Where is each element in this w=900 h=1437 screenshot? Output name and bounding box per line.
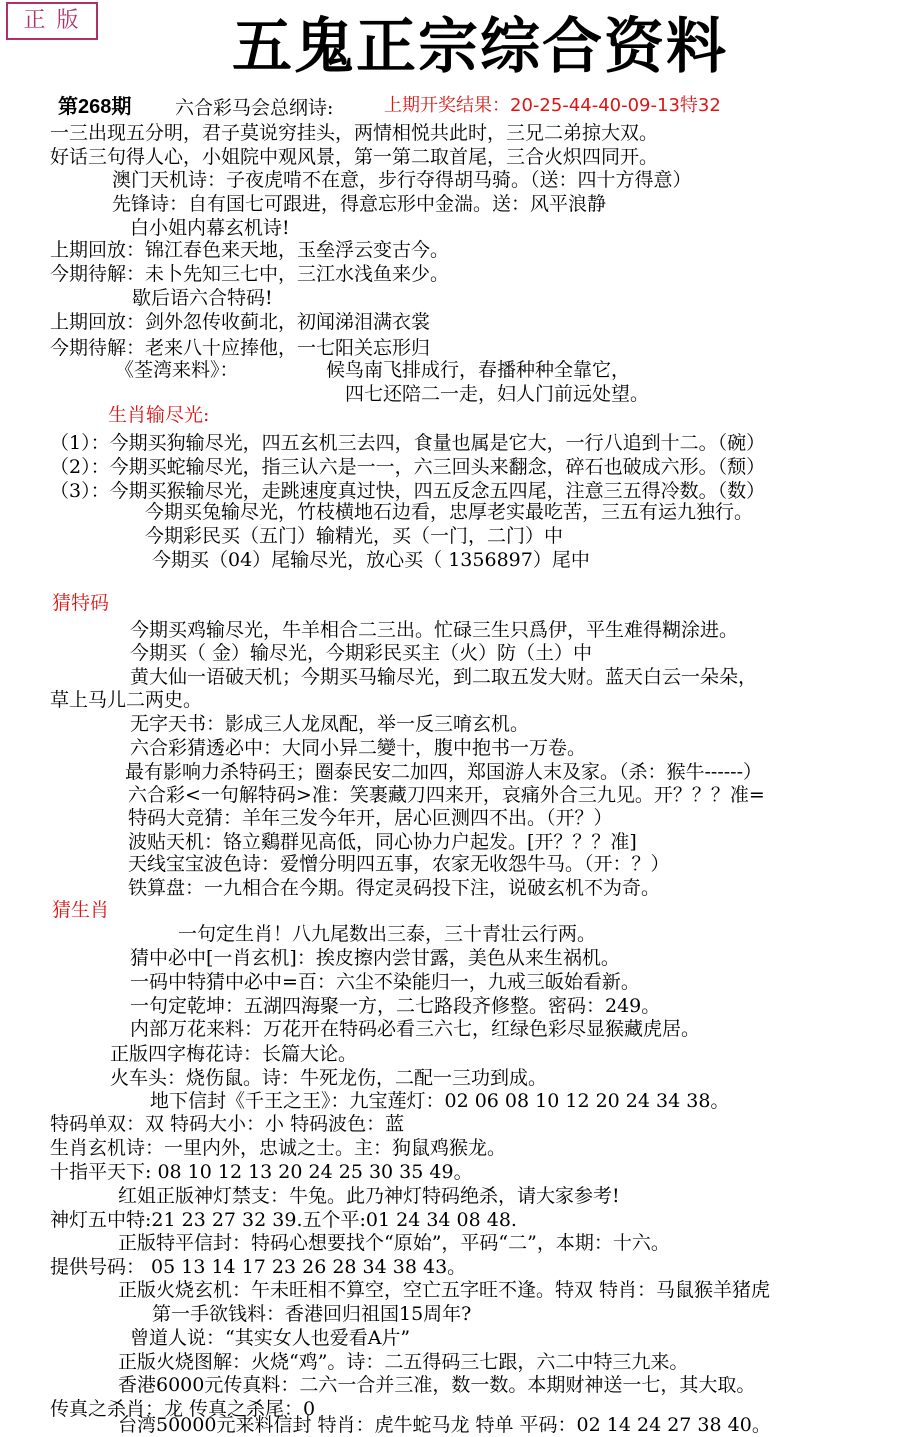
section-heading-zodiac-lose: 生肖输尽光: <box>108 404 210 426</box>
text-line: 内部万花来料：万花开在特码必看三六七，红绿色彩尽显猴藏虎居。 <box>130 1018 701 1040</box>
text-line: 澳门天机诗：子夜虎啃不在意，步行夺得胡马骑。（送：四十方得意） <box>112 169 692 191</box>
text-line: （3）：今期买猴输尽光，走跳速度真过快，四五反念五四尾，注意三五得冷数。（数） <box>50 480 766 502</box>
text-line: 六合彩马会总纲诗: <box>175 97 334 119</box>
text-line: 今期买（ 金）输尽光，今期彩民买主（火）防（土）中 <box>130 642 593 664</box>
text-line: 上期回放：锦江春色来天地，玉垒浮云变古今。 <box>50 239 450 261</box>
text-line: 正版特平信封：特码心想要找个“原始”，平码“二”，本期：十六。 <box>118 1232 670 1254</box>
text-line: 六合彩<一句解特码>准：笑裹藏刀四来开，哀痛外合三九见。开？？？准= <box>128 784 765 806</box>
page-title: 五鬼正宗综合资料 <box>232 12 728 82</box>
text-line: （2）：今期买蛇输尽光，指三认六是一一，六三回头来翻念，碎石也破成六形。（颓） <box>50 456 766 478</box>
text-line: 一句定乾坤：五湖四海聚一方，二七路段齐修整。密码：249。 <box>130 995 661 1017</box>
text-line: 天线宝宝波色诗：爱憎分明四五事，农家无收怨牛马。（开：？） <box>128 853 670 875</box>
text-line: 地下信封《千王之王》：九宝莲灯：02 06 08 10 12 20 24 34 38。 <box>150 1090 730 1112</box>
text-line: 第一手欲钱料：香港回归祖国15周年? <box>152 1303 472 1325</box>
text-line: 四七还陪二一走，妇人门前远处望。 <box>345 383 650 405</box>
text-line: 提供号码： 05 13 14 17 23 26 28 34 38 43。 <box>50 1256 467 1278</box>
text-line: 特码单双：双 特码大小：小 特码波色：蓝 <box>50 1113 405 1135</box>
last-draw-result: 上期开奖结果：20-25-44-40-09-13特32 <box>384 95 721 116</box>
text-line: 好话三句得人心，小姐院中观风景，第一第二取首尾，三合火炽四同开。 <box>50 146 659 168</box>
text-line: 六合彩猜透必中：大同小异二變十，腹中抱书一万卷。 <box>130 737 587 759</box>
section-heading-guess-number: 猜特码 <box>52 592 110 614</box>
text-line: 红姐正版神灯禁支：牛兔。此乃神灯特码绝杀，请大家参考! <box>118 1185 620 1207</box>
text-line: 传真之杀肖：龙 传真之杀尾：0 <box>50 1398 316 1420</box>
text-line: 一句定生肖！八九尾数出三泰，三十青壮云行两。 <box>178 923 597 945</box>
text-line: 正版火烧图解：火烧“鸡”。诗：二五得码三七跟，六二中特三九来。 <box>118 1351 689 1373</box>
text-line: 今期彩民买（五门）输精光，买（一门，二门）中 <box>145 525 564 547</box>
text-line: 波贴天机：铬立鷄群见高低，同心协力户起发。[开？？？准] <box>128 831 637 853</box>
text-line: 最有影响力杀特码王；圈泰民安二加四，郑国游人末及家。（杀：猴牛------） <box>125 761 763 783</box>
text-line: 《荃湾来料》： <box>115 359 239 381</box>
text-line: 十指平天下: 08 10 12 13 20 24 25 30 35 49。 <box>50 1161 473 1183</box>
text-line: 今期买（04）尾输尽光，放心买（ 1356897）尾中 <box>152 549 590 571</box>
text-line: （1）：今期买狗输尽光，四五玄机三去四，食量也属是它大，一行八追到十二。（碗） <box>50 432 766 454</box>
section-heading-guess-zodiac: 猜生肖 <box>52 899 110 921</box>
text-line: 一三出现五分明，君子莫说穷挂头，两情相悦共此时，三兄二弟掠大双。 <box>50 122 659 144</box>
text-line: 火车头：烧伤鼠。诗：牛死龙伤，二配一三功到成。 <box>110 1067 548 1089</box>
text-line: 正版火烧玄机：午未旺相不算空，空亡五字旺不逢。特双 特肖：马鼠猴羊猪虎 <box>118 1279 771 1301</box>
text-line: 歇后语六合特码! <box>132 287 273 309</box>
text-line: 香港6000元传真料：二六一合并三准，数一数。本期财神送一七，其大取。 <box>118 1374 756 1396</box>
text-line: 无字天书：影成三人龙凤配，举一反三唷玄机。 <box>130 713 530 735</box>
genuine-badge: 正 版 <box>6 2 98 40</box>
text-line: 猜中必中[一肖玄机]：挨皮擦内尝甘露，美色从来生祸机。 <box>130 947 620 969</box>
text-line: 一码中特猜中必中=百：六尘不染能归一，九戒三皈始看新。 <box>130 971 640 993</box>
text-line: 黄大仙一语破天机；今期买马输尽光，到二取五发大财。蓝天白云一朵朵， <box>130 666 758 688</box>
text-line: 今期买兔输尽光，竹枝横地石边看，忠厚老实最吃苦，三五有运九独行。 <box>145 501 754 523</box>
text-line: 曾道人说：“其实女人也爱看A片” <box>130 1327 411 1349</box>
text-line: 草上马儿二两史。 <box>50 689 203 711</box>
text-line: 神灯五中特:21 23 27 32 39.五个平:01 24 34 08 48. <box>50 1209 517 1231</box>
text-line: 今期待解：老来八十应捧他，一七阳关忘形归 <box>50 337 431 359</box>
issue-number: 第268期 <box>58 96 132 118</box>
text-line: 铁算盘：一九相合在今期。得定灵码投下注，说破玄机不为奇。 <box>128 877 661 899</box>
text-line: 今期买鸡输尽光，牛羊相合二三出。忙碌三生只爲伊，平生难得糊涂进。 <box>130 619 739 641</box>
text-line: 台湾50000元来料信封 特肖：虎牛蛇马龙 特单 平码：02 14 24 27 38 40。 <box>118 1414 771 1436</box>
text-line: 先锋诗：自有国七可跟进，得意忘形中金湍。送：风平浪静 <box>112 193 607 215</box>
text-line: 生肖玄机诗：一里内外，忠诚之士。主：狗鼠鸡猴龙。 <box>50 1137 507 1159</box>
text-line: 今期待解：未卜先知三七中，三江水浅鱼来少。 <box>50 263 450 285</box>
text-line: 特码大竞猜：羊年三发今年开，居心叵测四不出。（开？） <box>128 807 613 829</box>
text-line: 正版四字梅花诗：长篇大论。 <box>110 1043 358 1065</box>
text-line: 上期回放：剑外忽传收蓟北，初闻涕泪满衣裳 <box>50 311 431 333</box>
text-line: 候鸟南飞排成行，春播种种全靠它， <box>326 359 631 381</box>
text-line: 白小姐内幕玄机诗! <box>130 217 290 239</box>
